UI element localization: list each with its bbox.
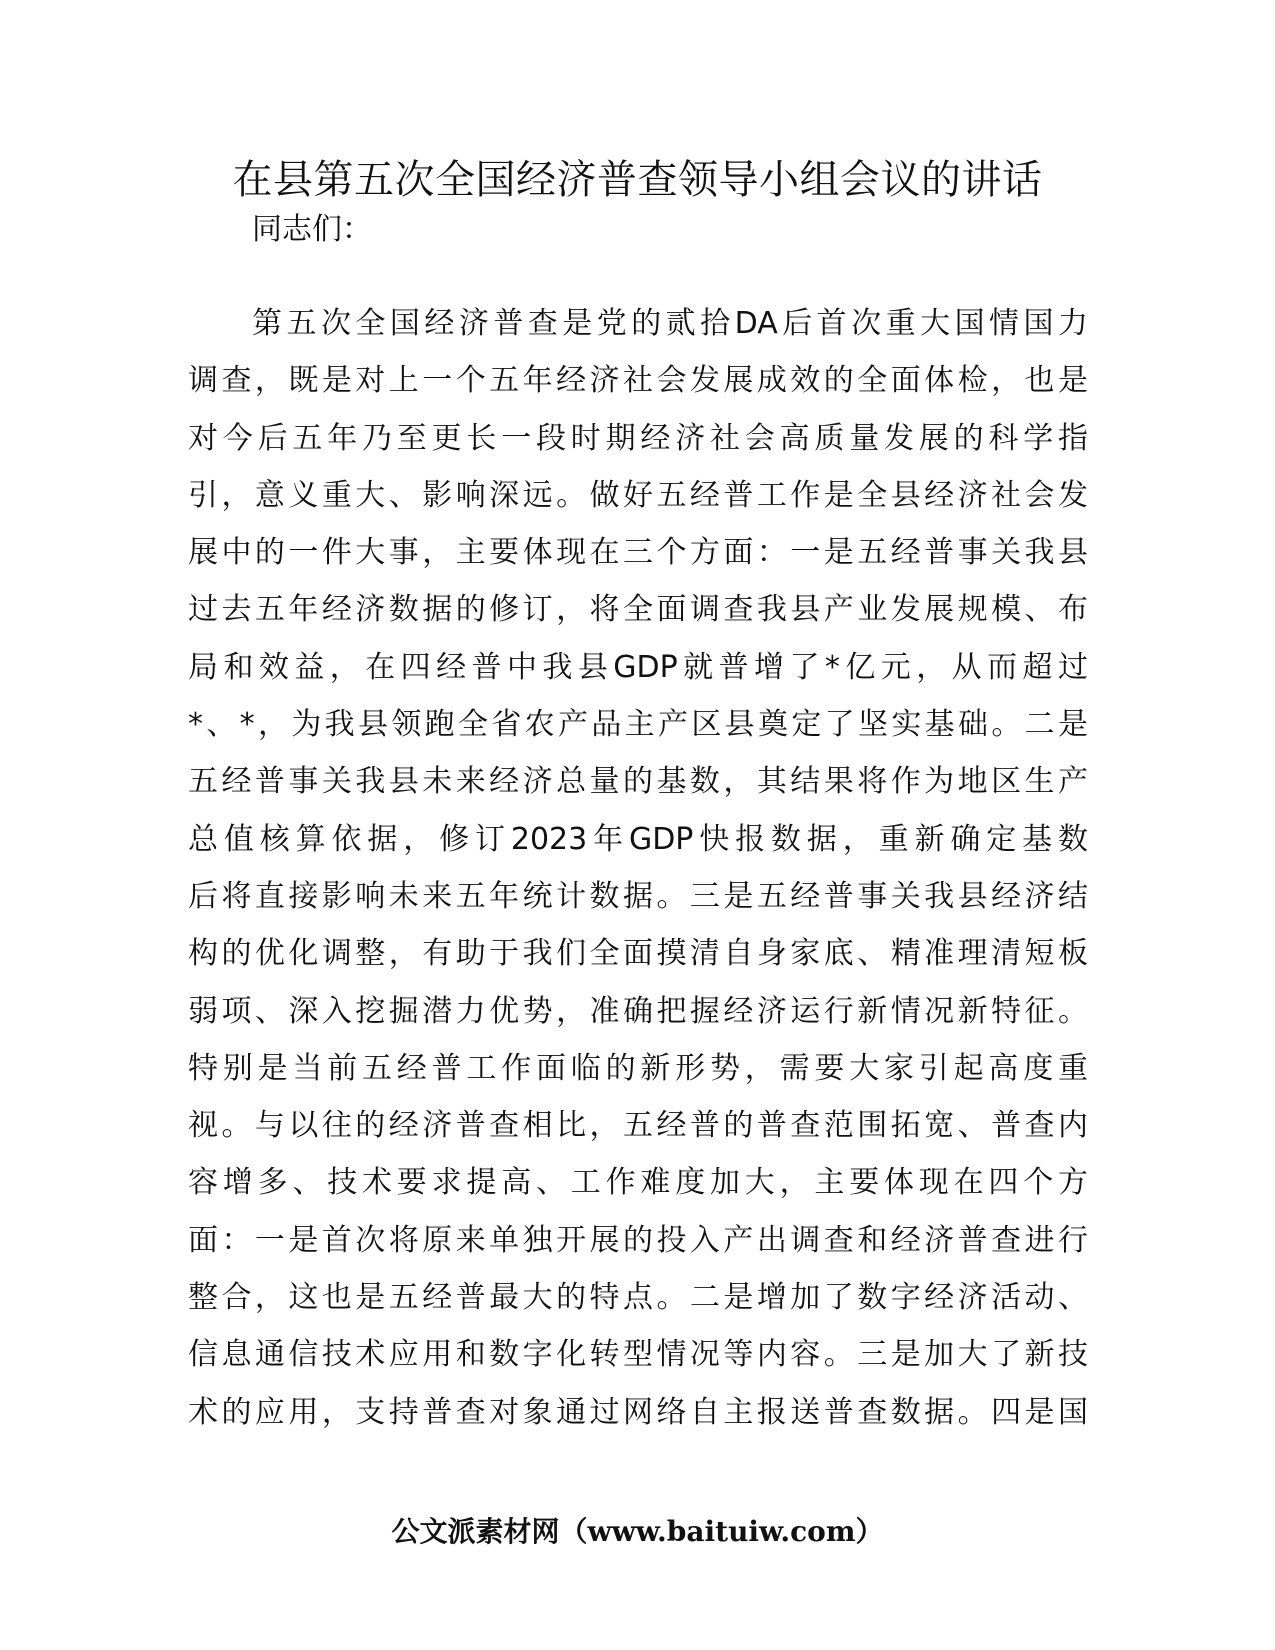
body-line: 第五次全国经济普查是党的贰拾DA后首次重大国情国力 [252, 306, 1088, 341]
body-line: 整合，这也是五经普最大的特点。二是增加了数字经济活动、 [188, 1280, 1088, 1316]
body-line: 引，意义重大、影响深远。做好五经普工作是全县经济社会发 [188, 477, 1088, 513]
document-title: 在县第五次全国经济普查领导小组会议的讲话 [232, 157, 1043, 203]
body-line: 面：一是首次将原来单独开展的投入产出调查和经济普查进行 [188, 1222, 1088, 1258]
body-line: 构的优化调整，有助于我们全面摸清自身家底、精准理清短板 [188, 936, 1088, 972]
body-line: 调查，既是对上一个五年经济社会发展成效的全面体检，也是 [188, 363, 1088, 399]
body-line: 过去五年经济数据的修订，将全面调查我县产业发展规模、布 [188, 592, 1088, 628]
body-line: 五经普事关我县未来经济总量的基数，其结果将作为地区生产 [188, 764, 1088, 800]
body-line: *、*，为我县领跑全省农产品主产区县奠定了坚实基础。二是 [188, 707, 1088, 743]
salutation: 同志们： [252, 212, 372, 247]
body-line: 视。与以往的经济普查相比，五经普的普查范围拓宽、普查内 [188, 1108, 1088, 1144]
body-line: 后将直接影响未来五年统计数据。三是五经普事关我县经济结 [188, 878, 1088, 914]
body-line: 局和效益，在四经普中我县GDP就普增了*亿元，从而超过 [188, 649, 1088, 685]
body-line: 弱项、深入挖掘潜力优势，准确把握经济运行新情况新特征。 [188, 993, 1088, 1029]
body-line: 信息通信技术应用和数字化转型情况等内容。三是加大了新技 [188, 1337, 1088, 1373]
body-line: 对今后五年乃至更长一段时期经济社会高质量发展的科学指 [188, 420, 1088, 456]
body-line: 总值核算依据，修订2023年GDP快报数据，重新确定基数 [188, 821, 1088, 857]
body-line: 容增多、技术要求提高、工作难度加大，主要体现在四个方 [188, 1165, 1088, 1201]
body-paragraph [188, 295, 1088, 1441]
body-line: 术的应用，支持普查对象通过网络自主报送普查数据。四是国 [188, 1394, 1088, 1430]
footer-watermark: 公文派素材网（www.baituiw.com） [391, 1515, 884, 1548]
body-line: 展中的一件大事，主要体现在三个方面：一是五经普事关我县 [188, 535, 1088, 571]
body-line: 特别是当前五经普工作面临的新形势，需要大家引起高度重 [188, 1050, 1088, 1086]
